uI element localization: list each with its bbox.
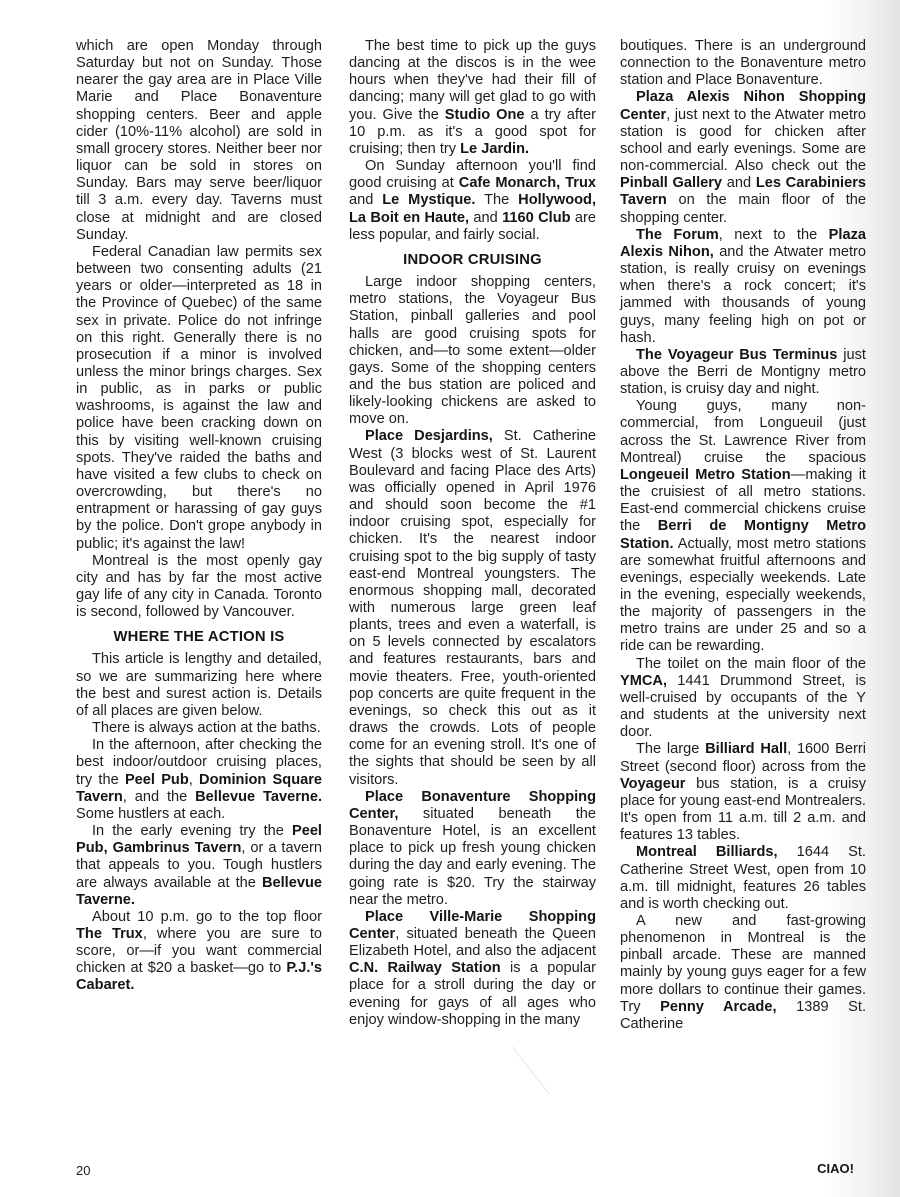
paragraph-text: The large xyxy=(636,741,706,758)
paragraph-text: , and the xyxy=(122,788,196,805)
paragraph-text: , or a tavern that appeals to you. Tough hustlers are always available at the xyxy=(76,840,322,891)
paragraph-text: , xyxy=(188,771,200,788)
paragraph-text: situated beneath the Bonaventure Hotel, is an excellent place to pick up fresh young chicken during the day and early evening. The going rate is $20. Try the stairway near the metro. xyxy=(349,805,596,908)
venue-name: Plaza Alexis Nihon Shopping Center xyxy=(620,89,866,123)
venue-name: Pinball Gallery xyxy=(620,175,723,192)
article-column-3 xyxy=(620,38,866,1033)
paragraph-text: are less popular, and fairly social. xyxy=(349,209,596,243)
article-paragraph xyxy=(349,909,596,1029)
venue-name: Bellevue Taverne. xyxy=(76,874,322,908)
venue-name: Le Jardin. xyxy=(460,140,530,157)
paragraph-text: 1644 St. Catherine Street West, open from 10 a.m. till midnight, features 26 tables and is worth checking out. xyxy=(620,844,866,912)
article-column-1 xyxy=(76,38,322,995)
venue-name: Place Ville-Marie Shopping Center xyxy=(349,908,596,942)
article-paragraph xyxy=(76,651,322,720)
paragraph-text: boutiques. There is an underground connection to the Bonaventure metro station and Place Bonaventure. xyxy=(620,38,866,89)
article-paragraph xyxy=(349,274,596,428)
paragraph-text: Some hustlers at each. xyxy=(76,805,226,822)
article-paragraph xyxy=(620,347,866,398)
paragraph-text: The toilet on the main floor of the xyxy=(636,655,866,672)
venue-name: Place Bonaventure Shopping Center, xyxy=(349,788,596,822)
article-paragraph xyxy=(76,244,322,553)
paragraph-text: , next to the xyxy=(718,226,829,243)
article-paragraph xyxy=(349,158,596,244)
paragraph-text: which are open Monday through Saturday but not on Sunday. Those nearer the gay area are in Place Ville Marie and Place Bonaventure shopping centers. Beer and apple cider (10%-11% alcohol) are sold in small grocery stores. Neither beer nor liquor can be sold in stores on Sunday. Bars may serve beer/liquor till 3 a.m. every day. Taverns must close at midnight and are closed Sunday. xyxy=(76,38,322,243)
venue-name: Berri de Montigny Metro Station. xyxy=(620,518,866,552)
venue-name: Plaza Alexis Nihon, xyxy=(620,226,866,260)
venue-name: The Trux xyxy=(76,925,143,942)
paragraph-text: on the main floor of the shopping center. xyxy=(620,192,866,226)
venue-name: The Voyageur Bus Terminus xyxy=(636,346,838,363)
paragraph-text: and xyxy=(349,192,383,209)
article-paragraph xyxy=(76,720,322,737)
article-paragraph xyxy=(76,909,322,995)
paragraph-text: The best time to pick up the guys dancing at the discos is in the wee hours when they've had their fill of dancing; many will get glad to go with you. Give the xyxy=(349,38,596,123)
paragraph-text: a try after 10 p.m. as it's a good spot for cruising; then try xyxy=(349,106,596,157)
paragraph-text: , where you are sure to score, or—if you want commercial chicken at $20 a basket—go to xyxy=(76,925,322,977)
article-paragraph xyxy=(76,38,322,244)
paragraph-text: On Sunday afternoon you'll find good cruising at xyxy=(349,158,596,192)
venue-name: P.J.'s Cabaret. xyxy=(76,960,322,994)
paragraph-text: This article is lengthy and detailed, so we are summarizing here where the best and surest action is. Details of all places are given below. xyxy=(76,651,322,719)
paragraph-text: —making it the cruisiest of all metro stations. East-end commercial chickens cruise the xyxy=(620,466,866,535)
paragraph-text: just above the Berri de Montigny metro station, is cruisy day and night. xyxy=(620,346,866,398)
venue-name: Le Mystique. xyxy=(382,192,476,209)
paragraph-text: In the afternoon, after checking the best indoor/outdoor cruising places, try the xyxy=(76,737,322,788)
article-paragraph xyxy=(76,737,322,823)
paragraph-text: , 1600 Berri Street (second floor) across from the xyxy=(620,741,866,775)
paragraph-text: In the early evening try the xyxy=(92,823,292,840)
paragraph-text: A new and fast-growing phenomenon in Montreal is the pinball arcade. These are manned mainly by young guys eager for a few more dollars to continue their games. Try xyxy=(620,912,866,1015)
venue-name: The Forum xyxy=(636,226,719,243)
paragraph-text: 1389 St. Catherine xyxy=(620,998,866,1032)
venue-name: Peel Pub xyxy=(124,771,189,788)
article-paragraph xyxy=(349,789,596,909)
article-paragraph xyxy=(620,227,866,347)
article-paragraph xyxy=(620,89,866,226)
article-paragraph xyxy=(349,428,596,788)
venue-name: Longeueil Metro Station xyxy=(620,466,791,483)
venue-name: Studio One xyxy=(444,106,525,123)
venue-name: Dominion Square Tavern xyxy=(76,771,323,805)
venue-name: Peel Pub, Gambrinus Tavern xyxy=(76,823,322,857)
magazine-footer-label: CIAO! xyxy=(817,1161,854,1176)
paragraph-text: The xyxy=(475,192,519,209)
article-paragraph xyxy=(76,553,322,622)
venue-name: Voyageur xyxy=(620,775,686,792)
paragraph-text: Large indoor shopping centers, metro stations, the Voyageur Bus Station, pinball galleries and pool halls are good cruising spots for chicken, and—to some extent—older gays. Some of the shopping centers and the bus station are policed and likely-looking chickens are asked to move on. xyxy=(349,274,596,428)
article-column-2 xyxy=(349,38,596,1029)
paragraph-text: Actually, most metro stations are somewhat fruitful afternoons and evenings, especially weekends. Late in the evening, especially weekends, the majority of passengers in the metro trains are under 25 and so a ride can be rewarding. xyxy=(620,535,866,655)
venue-name: C.N. Railway Station xyxy=(349,960,501,977)
paragraph-text: About 10 p.m. go to the top floor xyxy=(92,908,322,925)
venue-name: Montreal Billiards, xyxy=(636,844,778,861)
paragraph-text: is a popular place for a stroll during the day or evening for gays of all ages who enjoy window-shopping in the many xyxy=(349,960,596,1028)
article-paragraph xyxy=(76,823,322,909)
venue-name: Bellevue Taverne. xyxy=(195,788,323,805)
venue-name: Hollywood, La Boit en Haute, xyxy=(349,192,597,226)
section-heading: WHERE THE ACTION IS xyxy=(113,629,285,646)
article-paragraph xyxy=(620,913,866,1033)
paragraph-text: bus station, is a cruisy place for young east-end Montrealers. It's open from 11 a.m. till 2 a.m. and features 13 tables. xyxy=(620,775,866,844)
venue-name: Place Desjardins, xyxy=(365,428,493,445)
paragraph-text: and the Atwater metro station, is really cruisy on evenings when there's a rock concert; it's jammed with thousands of young guys, many feeling high on pot or hash. xyxy=(620,243,866,346)
article-paragraph xyxy=(620,844,866,913)
article-paragraph xyxy=(620,741,866,844)
paragraph-text: Young guys, many non-commercial, from Longueuil (just across the St. Lawrence River from Montreal) cruise the spacious xyxy=(620,398,866,466)
paragraph-text: Federal Canadian law permits sex between two consenting adults (21 years or older—interpreted as 18 in the Province of Quebec) of the same sex in private. Police do not infringe on this right. Generally there is no prosecution if a minor is involved unless the minor brings charges. Sex in public, as in parks or public washrooms, is against the law and police have been cracking down on this by visiting well-known cruising spots. They've raided the baths and have visited a few clubs to check on overcrowding, but there's no entrapment or harassing of gay guys by the police. Don't grope anybody in public; it's against the law! xyxy=(76,243,322,552)
paragraph-text: 1441 Drummond Street, is well-cruised by occupants of the Y and students at the university next door. xyxy=(620,672,866,741)
paragraph-text: and xyxy=(469,209,503,226)
venue-name: Billiard Hall xyxy=(705,741,788,758)
venue-name: Cafe Monarch, Trux xyxy=(458,175,596,192)
paragraph-text: There is always action at the baths. xyxy=(92,720,321,737)
page-number: 20 xyxy=(76,1163,91,1178)
article-paragraph xyxy=(349,38,596,158)
section-heading: INDOOR CRUISING xyxy=(403,251,542,268)
venue-name: Les Carabiniers Tavern xyxy=(620,175,866,209)
paragraph-text: St. Catherine West (3 blocks west of St. Laurent Boulevard and facing Place des Arts) was officially opened in April 1976 and should soon become the #1 indoor cruising spot, especially for chicken. It's the nearest indoor cruising spot to the big supply of tasty east-end Montreal youngsters. The enormous shopping mall, decorated with numerous large green leaf plants, trees and even a waterfall, is on 5 levels connected by escalators and features restaurants, bars and movie theaters. Free, youth-oriented pop concerts are quite frequent in the evenings, so check this out as it draws the crowds. Lots of people come for an evening stroll. It's one of the sights that should be seen by all visitors. xyxy=(349,428,597,788)
paragraph-text: , just next to the Atwater metro station is good for chicken after school and early evenings. Some are non-commercial. Also check out the xyxy=(620,106,866,175)
venue-name: 1160 Club xyxy=(502,209,571,226)
article-paragraph xyxy=(620,656,866,742)
paragraph-text: , situated beneath the Queen Elizabeth Hotel, and also the adjacent xyxy=(349,925,596,960)
venue-name: YMCA, xyxy=(620,672,668,689)
article-paragraph xyxy=(620,38,866,89)
venue-name: Penny Arcade, xyxy=(660,998,777,1015)
paragraph-text: Montreal is the most openly gay city and has by far the most active gay life of any city in Canada. Toronto is second, followed by Vancouver. xyxy=(76,552,322,621)
paragraph-text: and xyxy=(722,175,756,192)
article-paragraph xyxy=(620,398,866,655)
